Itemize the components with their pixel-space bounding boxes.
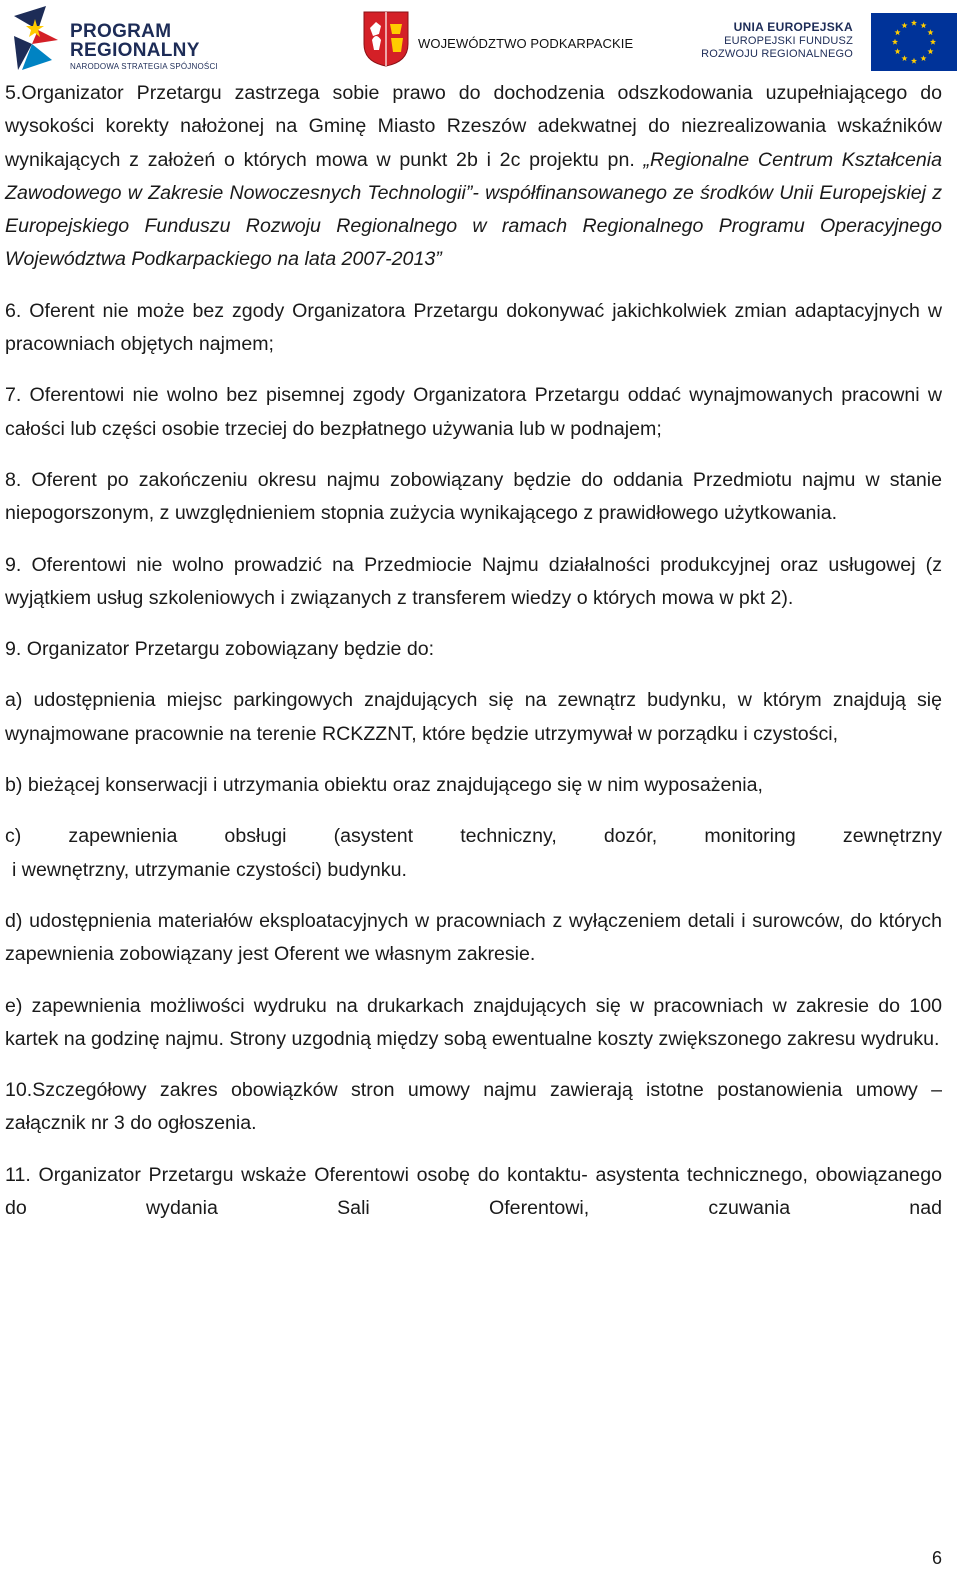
list-item-c-line1: c) zapewnienia obsługi (asystent techniczny, dozór, monitoring zewnętrzny: [5, 825, 942, 848]
wojewodztwo-logo-text: WOJEWÓDZTWO PODKARPACKIE: [418, 36, 634, 51]
paragraph-6: 6. Oferent nie może bez zgody Organizatora Przetargu dokonywać jakichkolwiek zmian adaptacyjnych w pracowniach objętych najmem;: [5, 299, 942, 356]
list-item-b: b) bieżącej konserwacji i utrzymania obiektu oraz znajdującego się w nim wyposażenia,: [5, 774, 763, 797]
eu-flag-icon: [871, 13, 957, 71]
paragraph-10: 10.Szczegółowy zakres obowiązków stron umowy najmu zawierają istotne postanowienia umowy – załącznik nr 3 do ogłoszenia.: [5, 1079, 942, 1135]
header-logo-bar: [0, 0, 960, 78]
paragraph-7: 7. Oferentowi nie wolno bez pisemnej zgody Organizatora Przetargu oddać wynajmowanych pracowni w całości lub części osobie trzeciej do bezpłatnego używania lub w podnajem;: [5, 384, 942, 440]
paragraph-9b: 9. Organizator Przetargu zobowiązany będzie do:: [5, 638, 435, 661]
coat-of-arms-icon: [362, 10, 410, 68]
list-item-d: d) udostępnienia materiałów eksploatacyjnych w pracowniach z wyłączeniem detali i surowców, do których zapewnienia zobowiązany jest Oferent we własnym zakresie.: [5, 909, 942, 966]
eu-logo-line1: UNIA EUROPEJSKA: [733, 20, 853, 34]
eu-logo: [701, 10, 957, 72]
document-body: [5, 77, 942, 1225]
list-item-a: a) udostępnienia miejsc parkingowych znajdujących się na zewnątrz budynku, w którym znajdują się wynajmowane pracownie na terenie RCKZZNT, które będzie utrzymywał w porządku i czystości,: [5, 689, 942, 745]
list-item-c: [5, 820, 942, 887]
eu-logo-line3: ROZWOJU REGIONALNEGO: [701, 48, 853, 60]
paragraph-11: 11. Organizator Przetargu wskaże Oferentowi osobę do kontaktu- asystenta technicznego, obowiązanego do wydania Sali Oferentowi, czuwania nad: [5, 1163, 942, 1220]
wojewodztwo-logo: [362, 10, 632, 72]
program-logo-line3: NARODOWA STRATEGIA SPÓJNOŚCI: [70, 62, 218, 71]
paragraph-8: 8. Oferent po zakończeniu okresu najmu zobowiązany będzie do oddania Przedmiotu najmu w stanie niepogorszonym, z uwzględnieniem stopnia zużycia wynikającego z prawidłowego użytkowania.: [5, 468, 942, 525]
paragraph-5-text: 5.Organizator Przetargu zastrzega sobie prawo do dochodzenia odszkodowania uzupełniającego do wysokości korekty nałożonej na Gminę Miasto Rzeszów adekwatnej do niezrealizowania wskaźników wynikających z założeń o których mowa w punkt 2b i 2c projektu pn.: [5, 82, 942, 171]
eu-logo-line2: EUROPEJSKI FUNDUSZ: [724, 35, 853, 47]
program-regionalny-logo: [8, 4, 233, 74]
list-item-e: e) zapewnienia możliwości wydruku na drukarkach znajdujących się w pracowniach w zakresie do 100 kartek na godzinę najmu. Strony uzgodnią między sobą ewentualne koszty zwiększonego zakresu wydruku.: [5, 994, 942, 1050]
program-logo-line1: PROGRAM: [70, 21, 172, 42]
list-item-c-line2: i wewnętrzny, utrzymanie czystości) budynku.: [12, 858, 407, 881]
program-logo-line2: REGIONALNY: [70, 40, 200, 61]
program-regionalny-emblem-icon: [8, 4, 68, 74]
paragraph-5-project-name: „Regionalne Centrum Kształcenia Zawodowego w Zakresie Nowoczesnych Technologii”- współfinansowanego ze środków Unii Europejskiej z Europejskiego Funduszu Rozwoju Regionalnego w ramach Regionalnego Programu Operacyjnego Województwa Podkarpackiego na lata 2007-2013”: [5, 148, 942, 271]
page-number: 6: [931, 1548, 942, 1568]
paragraph-5: [5, 77, 942, 277]
paragraph-9a: 9. Oferentowi nie wolno prowadzić na Przedmiocie Najmu działalności produkcyjnej oraz usługowej (z wyjątkiem usług szkoleniowych i związanych z transferem wiedzy o których mowa w pkt 2).: [5, 553, 942, 609]
